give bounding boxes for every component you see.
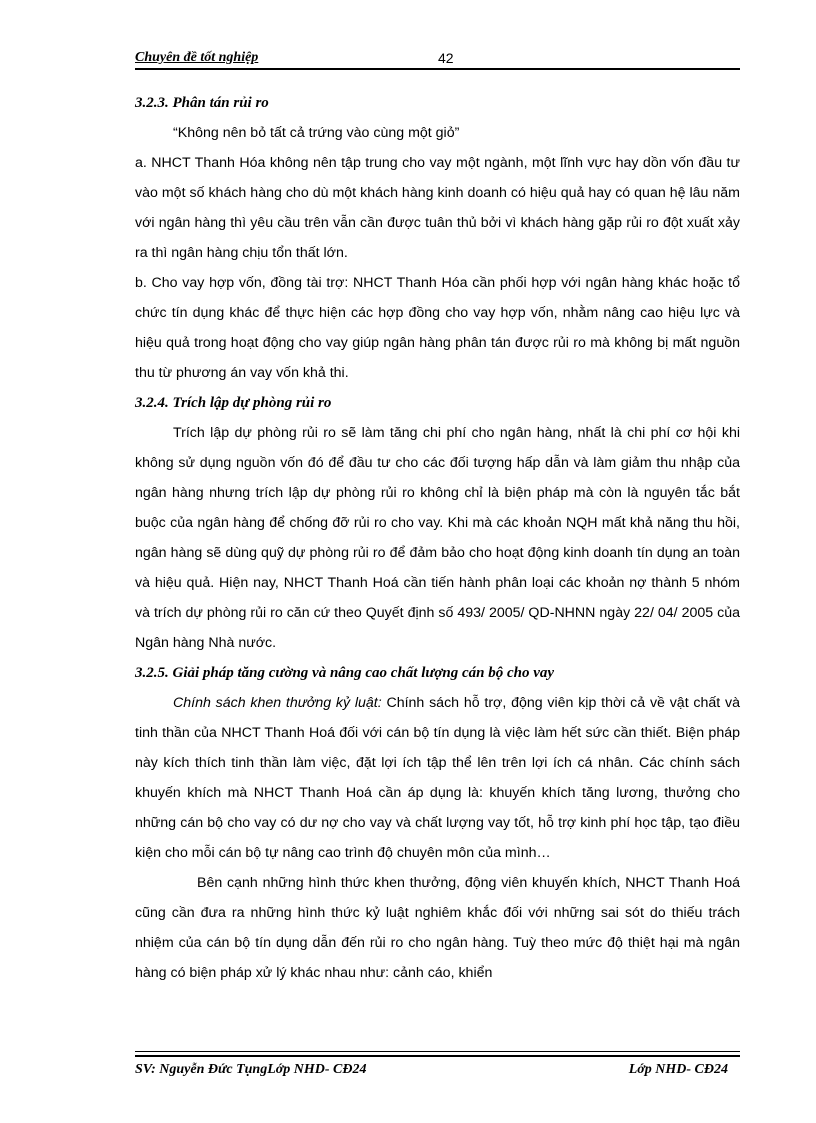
- paragraph-b: b. Cho vay hợp vốn, đồng tài trợ: NHCT Thanh Hóa cần phối hợp với ngân hàng khác hoặc tổ chức tín dụng khác để thực hiện các hợp đồng cho vay hợp vốn, nhằm nâng cao hiệu lực và hiệu quả trong hoạt động cho vay giúp ngân hàng phân tán được rủi ro mà không bị mất nguồn thu từ phương án vay vốn khả thi.: [135, 275, 740, 381]
- paragraph-discipline: Bên cạnh những hình thức khen thưởng, động viên khuyến khích, NHCT Thanh Hoá cũng cần đưa ra những hình thức kỷ luật nghiêm khắc đối với những sai sót do thiếu trách nhiệm của cán bộ tín dụng dẫn đến rủi ro cho ngân hàng. Tuỳ theo mức độ thiệt hại mà ngân hàng có biện pháp xử lý khác nhau như: cảnh cáo, khiển: [135, 875, 740, 981]
- paragraph-a: a. NHCT Thanh Hóa không nên tập trung cho vay một ngành, một lĩnh vực hay dồn vốn đầu tư vào một số khách hàng cho dù một khách hàng kinh doanh có hiệu quả hay có quan hệ lâu năm với ngân hàng thì yêu cầu trên vẫn cần được tuân thủ bởi vì khách hàng gặp rủi ro đột xuất xảy ra thì ngân hàng chịu tổn thất lớn.: [135, 155, 740, 261]
- reward-policy-lead: Chính sách khen thưởng kỷ luật:: [173, 695, 382, 711]
- section-heading-3-2-5: 3.2.5. Giải pháp tăng cường và nâng cao chất lượng cán bộ cho vay: [135, 665, 555, 681]
- paragraph-reward-policy: [135, 688, 740, 868]
- page-header: [135, 50, 740, 70]
- page-footer: [135, 1051, 740, 1077]
- quote-paragraph: “Không nên bỏ tất cả trứng vào cùng một giỏ”: [173, 125, 460, 141]
- footer-student: SV: Nguyễn Đức TụngLớp NHD- CĐ24: [135, 1062, 367, 1077]
- header-title: Chuyên đề tốt nghiệp: [135, 50, 259, 65]
- reward-policy-text: Chính sách hỗ trợ, động viên kịp thời cả về vật chất và tinh thần của NHCT Thanh Hoá đối với cán bộ tín dụng là việc làm hết sức cần thiết. Biện pháp này kích thích tinh thần làm việc, đặt lợi ích tập thể lên trên lợi ích cá nhân. Các chính sách khuyến khích mà NHCT Thanh Hoá cần áp dụng là: khuyến khích tăng lương, thưởng cho những cán bộ cho vay có dư nợ cho vay và chất lượng vay tốt, hỗ trợ kinh phí học tập, tạo điều kiện cho mỗi cán bộ tự nâng cao trình độ chuyên môn của mình…: [135, 695, 740, 861]
- page-body: [135, 88, 740, 988]
- section-heading-3-2-4: 3.2.4. Trích lập dự phòng rủi ro: [135, 395, 332, 411]
- footer-class: Lớp NHD- CĐ24: [628, 1062, 728, 1077]
- paragraph-provision: Trích lập dự phòng rủi ro sẽ làm tăng chi phí cho ngân hàng, nhất là chi phí cơ hội khi không sử dụng nguồn vốn đó để đầu tư cho các đối tượng hấp dẫn và làm giảm thu nhập của ngân hàng nhưng trích lập dự phòng rủi ro không chỉ là biện pháp mà còn là nguyên tắc bắt buộc của ngân hàng để chống đỡ rủi ro cho vay. Khi mà các khoản NQH mất khả năng thu hồi, ngân hàng sẽ dùng quỹ dự phòng rủi ro để đảm bảo cho hoạt động kinh doanh tín dụng an toàn và hiệu quả. Hiện nay, NHCT Thanh Hoá cần tiến hành phân loại các khoản nợ thành 5 nhóm và trích dự phòng rủi ro căn cứ theo Quyết định số 493/ 2005/ QD-NHNN ngày 22/ 04/ 2005 của Ngân hàng Nhà nước.: [135, 425, 740, 651]
- page-number: 42: [438, 50, 454, 66]
- section-heading-3-2-3: 3.2.3. Phân tán rủi ro: [135, 95, 269, 111]
- footer-rule: [135, 1055, 740, 1057]
